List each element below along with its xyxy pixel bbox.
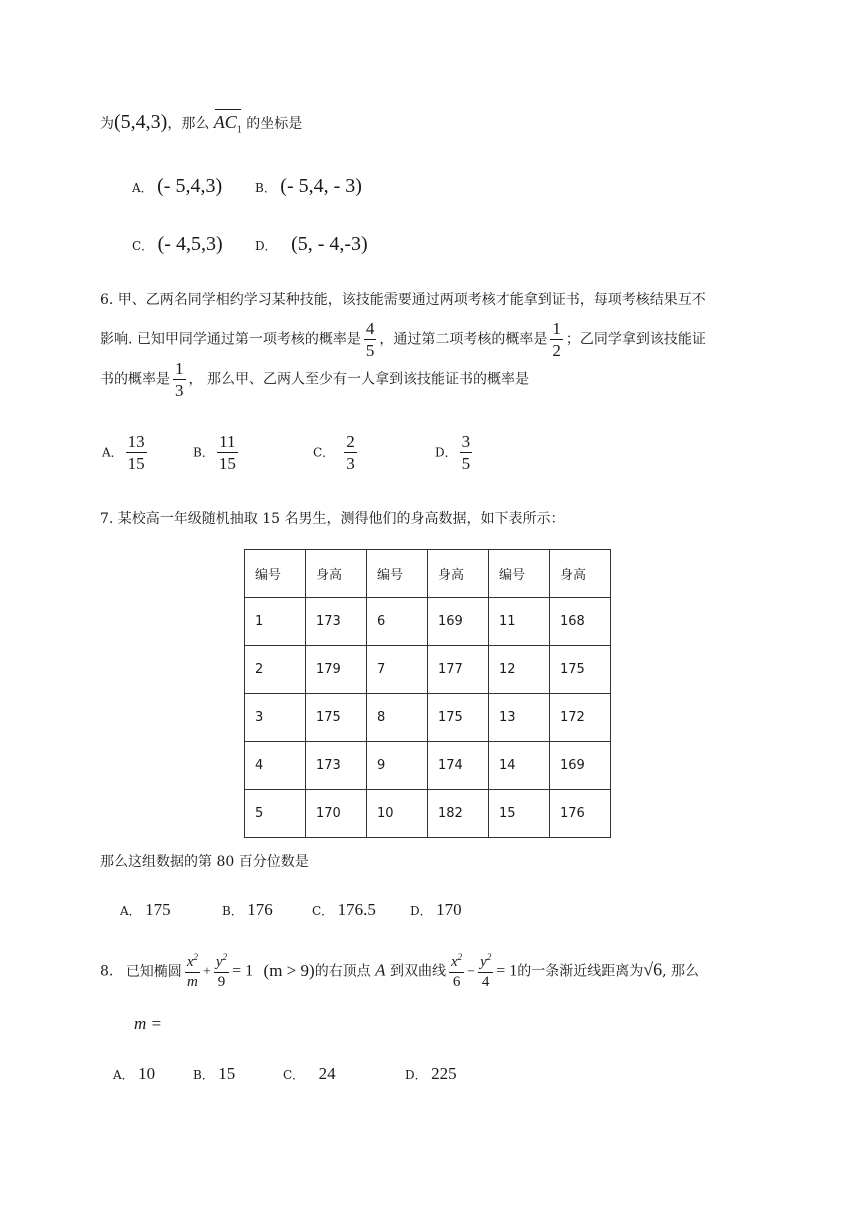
table-row <box>245 646 611 694</box>
q6-line3: 书的概率是 $\frac{1}{3}$ ， 那么甲、乙两人至少有一人拿到该技能证书的概率是 <box>100 359 529 400</box>
table-cell: 176 <box>550 790 611 838</box>
table-header-cell: 编号 <box>245 550 306 598</box>
q8-line1: 8. 已知椭圆 $\frac{x^2}{m}$ + $\frac{y^2}{9}$ = 1 (m > 9)的右顶点 A 到双曲线 $\frac{x^2}{6}$ − $\frac{y^2}{4}$ = 1的一条渐近线距离为√6, 那么 <box>100 952 700 990</box>
q7-option-c: C． 176.5 <box>312 900 376 919</box>
table-cell: 2 <box>245 646 306 694</box>
q5-option-c: C． (- 4,5,3) <box>132 233 223 255</box>
table-cell: 3 <box>245 694 306 742</box>
hyperbola-frac-x2-6: $\frac{x^2}{6}$ <box>450 952 463 990</box>
table-cell: 9 <box>367 742 428 790</box>
q5-vector: $AC_1$ <box>213 112 242 136</box>
q5-stem <box>100 111 302 136</box>
table-cell: 11 <box>489 598 550 646</box>
ellipse-frac-y2-9: $\frac{y^2}{9}$ <box>215 952 228 990</box>
table-cell: 7 <box>367 646 428 694</box>
table-cell: 10 <box>367 790 428 838</box>
q6-frac-4-5: $\frac{4}{5}$ <box>365 319 375 360</box>
q5-stem-suffix: 的坐标是 <box>246 116 303 132</box>
table-cell: 182 <box>428 790 489 838</box>
table-cell: 12 <box>489 646 550 694</box>
table-cell: 14 <box>489 742 550 790</box>
table-cell: 6 <box>367 598 428 646</box>
table-header-cell: 编号 <box>489 550 550 598</box>
q5-option-d: D． (5, - 4,-3) <box>255 233 368 255</box>
q8-option-a: A． 10 <box>113 1064 156 1083</box>
q6-line2: 影响. 已知甲同学通过第一项考核的概率是 $\frac{4}{5}$ ，通过第二项考核的概率是 $\frac{1}{2}$ ；乙同学拿到该技能证 <box>100 319 706 360</box>
table-cell: 168 <box>550 598 611 646</box>
q5-stem-mid: ，那么 <box>167 116 210 132</box>
q7-question: 那么这组数据的第 80 百分位数是 <box>100 854 309 870</box>
table-cell: 172 <box>550 694 611 742</box>
table-header-cell: 身高 <box>306 550 367 598</box>
q6-option-b: B． $\frac{11}{15}$ <box>193 432 236 473</box>
table-header-cell: 身高 <box>550 550 611 598</box>
table-cell: 4 <box>245 742 306 790</box>
table-cell: 173 <box>306 598 367 646</box>
table-cell: 174 <box>428 742 489 790</box>
table-cell: 8 <box>367 694 428 742</box>
table-row <box>245 790 611 838</box>
q7-option-d: D． 170 <box>410 900 462 919</box>
q7-option-b: B． 176 <box>222 900 273 919</box>
q6-option-c: C． $\frac{2}{3}$ <box>313 432 355 473</box>
q5-option-a: A． (- 5,4,3) <box>132 175 223 197</box>
table-header-cell: 身高 <box>428 550 489 598</box>
table-header-row <box>245 550 611 598</box>
q8-option-b: B． 15 <box>193 1064 236 1083</box>
q6-option-a: A． $\frac{13}{15}$ <box>102 432 145 473</box>
table-cell: 175 <box>550 646 611 694</box>
table-cell: 179 <box>306 646 367 694</box>
q8-option-c: C． 24 <box>283 1064 336 1083</box>
table-cell: 169 <box>428 598 489 646</box>
q7-stem: 7. 某校高一年级随机抽取 15 名男生，测得他们的身高数据，如下表所示： <box>100 511 565 527</box>
q6-line1: 6. 甲、乙两名同学相约学习某种技能，该技能需要通过两项考核才能拿到证书，每项考核结果互不 <box>100 292 706 308</box>
table-cell: 15 <box>489 790 550 838</box>
table-cell: 177 <box>428 646 489 694</box>
q8-option-d: D． 225 <box>405 1064 457 1083</box>
q8-distance: √6 <box>643 959 663 980</box>
q5-stem-prefix: 为 <box>100 116 114 132</box>
table-header-cell: 编号 <box>367 550 428 598</box>
q6-frac-1-2: $\frac{1}{2}$ <box>552 319 561 360</box>
q7-option-a: A． 175 <box>120 900 171 919</box>
table-row <box>245 742 611 790</box>
q5-option-b: B． (- 5,4, - 3) <box>255 175 362 197</box>
table-row <box>245 598 611 646</box>
table-cell: 1 <box>245 598 306 646</box>
q6-option-d: D． $\frac{3}{5}$ <box>435 432 471 473</box>
table-cell: 173 <box>306 742 367 790</box>
table-cell: 13 <box>489 694 550 742</box>
height-table <box>244 549 611 838</box>
table-cell: 5 <box>245 790 306 838</box>
q6-frac-1-3: $\frac{1}{3}$ <box>175 359 184 400</box>
q8-line2: m = <box>134 1014 162 1033</box>
table-cell: 170 <box>306 790 367 838</box>
table-cell: 175 <box>306 694 367 742</box>
q5-point: (5,4,3) <box>114 111 168 133</box>
hyperbola-frac-y2-4: $\frac{y^2}{4}$ <box>480 952 492 990</box>
table-row <box>245 694 611 742</box>
table-cell: 169 <box>550 742 611 790</box>
ellipse-frac-x2-m: $\frac{x^2}{m}$ <box>186 952 198 990</box>
table-cell: 175 <box>428 694 489 742</box>
